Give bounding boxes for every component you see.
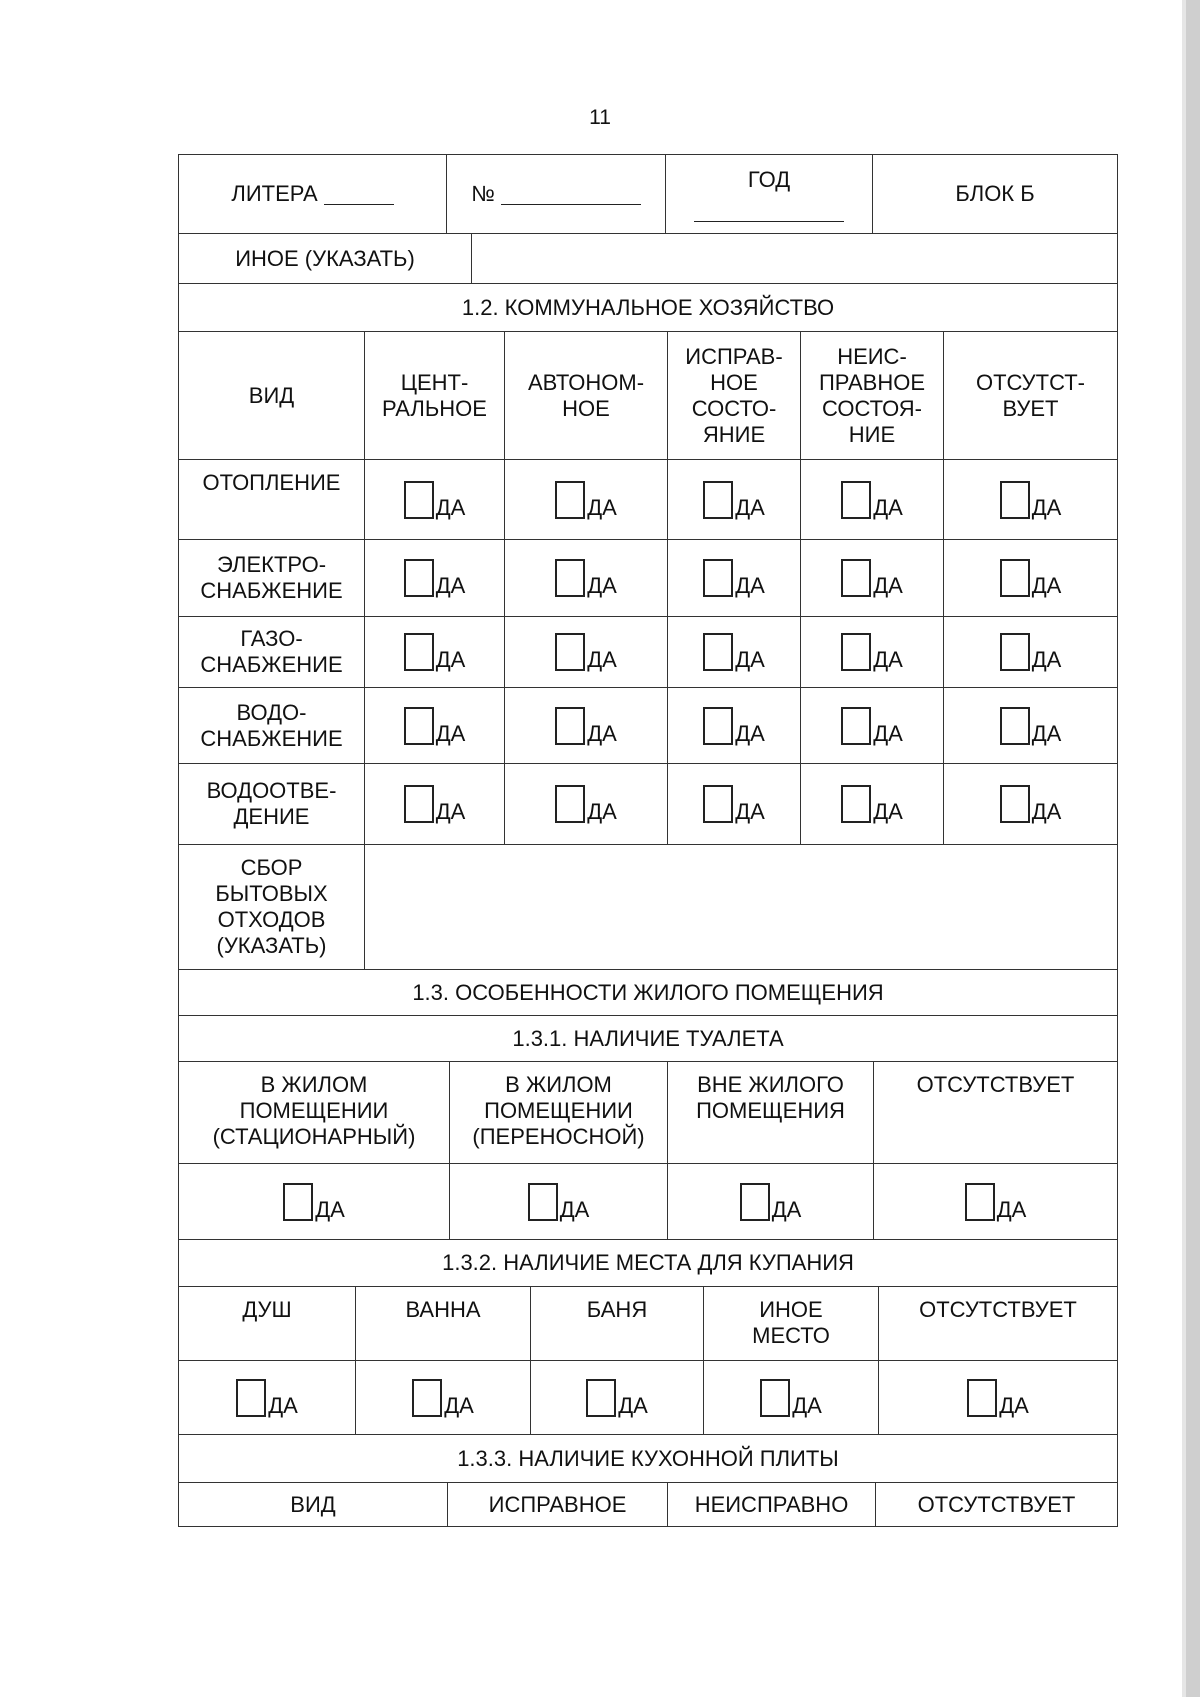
checkbox[interactable] [586, 1379, 616, 1417]
checkbox[interactable] [841, 559, 871, 597]
yes-label: ДА [1031, 573, 1062, 598]
checkbox[interactable] [1000, 633, 1030, 671]
checkbox[interactable] [555, 481, 585, 519]
toilet-col-absent: ОТСУТСТВУЕТ [873, 1062, 1117, 1163]
utility-label: ВОДООТВЕ- ДЕНИЕ [206, 778, 337, 829]
yes-label: ДА [587, 573, 617, 598]
yes-label: ДА [792, 1392, 822, 1418]
checkbox[interactable] [703, 559, 733, 597]
number-label: № [471, 181, 495, 206]
checkbox[interactable] [404, 559, 434, 597]
bathing-col-absent: ОТСУТСТВУЕТ [878, 1287, 1117, 1360]
year-cell [665, 155, 872, 233]
checkbox[interactable] [404, 481, 434, 519]
yes-label: ДА [735, 647, 765, 672]
communal-title-row [179, 283, 1117, 331]
checkbox[interactable] [555, 785, 585, 823]
yes-label: ДА [1031, 799, 1062, 824]
yes-label: ДА [435, 647, 466, 672]
checkbox[interactable] [760, 1379, 790, 1417]
yes-label: ДА [315, 1196, 345, 1222]
yes-label: ДА [587, 799, 617, 824]
toilet-header-row [179, 1061, 1117, 1163]
yes-label: ДА [771, 1196, 802, 1222]
utility-label: ЭЛЕКТРО- СНАБЖЕНИЕ [200, 552, 343, 603]
checkbox[interactable] [555, 559, 585, 597]
checkbox[interactable] [555, 707, 585, 745]
stove-col-type: ВИД [290, 1491, 336, 1517]
checkbox[interactable] [404, 633, 434, 671]
yes-label: ДА [435, 494, 466, 520]
features-title-row [179, 969, 1117, 1015]
header-row [179, 155, 1117, 233]
yes-label: ДА [587, 647, 617, 672]
checkbox[interactable] [283, 1183, 313, 1221]
col-faulty: НЕИС- ПРАВНОЕ СОСТОЯ- НИЕ [800, 332, 943, 459]
checkbox[interactable] [841, 785, 871, 823]
yes-label: ДА [996, 1196, 1027, 1222]
utility-label: ОТОПЛЕНИЕ [202, 470, 341, 495]
communal-header-row [179, 331, 1117, 459]
other-field[interactable] [471, 234, 1117, 283]
other-row [179, 233, 1117, 283]
yes-label: ДА [1031, 494, 1062, 520]
block-label: БЛОК Б [955, 181, 1035, 206]
checkbox[interactable] [841, 481, 871, 519]
col-autonomous: АВТОНОМ- НОЕ [504, 332, 667, 459]
block-cell [872, 155, 1117, 233]
yes-label: ДА [435, 573, 466, 598]
features-title: 1.3. ОСОБЕННОСТИ ЖИЛОГО ПОМЕЩЕНИЯ [412, 979, 884, 1005]
checkbox[interactable] [404, 707, 434, 745]
yes-label: ДА [999, 1392, 1029, 1418]
stove-header-row [179, 1482, 1117, 1526]
yes-label: ДА [444, 1392, 474, 1418]
other-label: ИНОЕ (УКАЗАТЬ) [235, 245, 415, 271]
bathing-title-row [179, 1239, 1117, 1286]
stove-title: 1.3.3. НАЛИЧИЕ КУХОННОЙ ПЛИТЫ [457, 1445, 839, 1471]
toilet-col-portable: В ЖИЛОМ ПОМЕЩЕНИИ (ПЕРЕНОСНОЙ) [449, 1062, 667, 1163]
col-vid: ВИД [248, 382, 295, 408]
page-number: 11 [589, 106, 611, 129]
yes-label: ДА [735, 720, 765, 746]
yes-label: ДА [873, 720, 903, 746]
waste-label: СБОР БЫТОВЫХ ОТХОДОВ (УКАЗАТЬ) [215, 855, 328, 958]
yes-label: ДА [618, 1392, 648, 1418]
utility-row [179, 763, 1117, 844]
checkbox[interactable] [555, 633, 585, 671]
stove-title-row [179, 1434, 1117, 1482]
bathing-title: 1.3.2. НАЛИЧИЕ МЕСТА ДЛЯ КУПАНИЯ [442, 1250, 854, 1275]
checkbox[interactable] [1000, 481, 1030, 519]
toilet-col-outside: ВНЕ ЖИЛОГО ПОМЕЩЕНИЯ [667, 1062, 873, 1163]
number-field[interactable] [501, 184, 641, 205]
checkbox[interactable] [703, 481, 733, 519]
toilet-col-stationary: В ЖИЛОМ ПОМЕЩЕНИИ (СТАЦИОНАРНЫЙ) [212, 1072, 416, 1149]
bathing-col-bath: ВАННА [355, 1287, 530, 1360]
waste-field[interactable] [364, 845, 1117, 969]
yes-label: ДА [587, 720, 617, 746]
checkbox[interactable] [1000, 785, 1030, 823]
year-field[interactable] [694, 201, 844, 222]
col-absent: ОТСУТСТ- ВУЕТ [943, 332, 1117, 459]
col-working: ИСПРАВ- НОЕ СОСТО- ЯНИЕ [667, 332, 800, 459]
toilet-title: 1.3.1. НАЛИЧИЕ ТУАЛЕТА [512, 1025, 784, 1051]
utility-label: ГАЗО- СНАБЖЕНИЕ [200, 626, 343, 677]
yes-label: ДА [435, 799, 466, 824]
communal-title: 1.2. КОММУНАЛЬНОЕ ХОЗЯЙСТВО [461, 294, 835, 320]
stove-col-faulty: НЕИСПРАВНО [667, 1483, 875, 1526]
checkbox[interactable] [1000, 707, 1030, 745]
utility-row [179, 616, 1117, 687]
utility-row [179, 459, 1117, 539]
stove-col-absent: ОТСУТСТВУЕТ [875, 1483, 1117, 1526]
checkbox[interactable] [412, 1379, 442, 1417]
yes-label: ДА [873, 647, 903, 672]
checkbox[interactable] [703, 707, 733, 745]
yes-label: ДА [873, 494, 903, 520]
yes-label: ДА [735, 494, 765, 520]
yes-label: ДА [735, 799, 765, 824]
checkbox[interactable] [703, 633, 733, 671]
litera-label: ЛИТЕРА [231, 181, 318, 206]
checkbox[interactable] [967, 1379, 997, 1417]
yes-label: ДА [1031, 720, 1062, 746]
checkbox[interactable] [841, 707, 871, 745]
checkbox[interactable] [740, 1183, 770, 1221]
utility-row [179, 687, 1117, 763]
checkbox[interactable] [965, 1183, 995, 1221]
yes-label: ДА [1031, 647, 1062, 672]
yes-label: ДА [735, 573, 765, 598]
yes-label: ДА [268, 1392, 298, 1418]
yes-label: ДА [873, 573, 903, 598]
yes-label: ДА [873, 799, 903, 824]
checkbox[interactable] [404, 785, 434, 823]
checkbox[interactable] [703, 785, 733, 823]
bathing-col-banya: БАНЯ [530, 1287, 703, 1360]
checkbox[interactable] [1000, 559, 1030, 597]
yes-label: ДА [559, 1196, 590, 1222]
yes-label: ДА [587, 494, 617, 520]
stove-col-working: ИСПРАВНОЕ [447, 1483, 667, 1526]
bathing-checkbox-row [179, 1360, 1117, 1434]
checkbox[interactable] [841, 633, 871, 671]
waste-row [179, 844, 1117, 969]
survey-form [178, 154, 1118, 1527]
other-label-cell [179, 234, 471, 283]
checkbox[interactable] [528, 1183, 558, 1221]
yes-label: ДА [435, 720, 466, 746]
checkbox[interactable] [236, 1379, 266, 1417]
utility-label: ВОДО- СНАБЖЕНИЕ [200, 699, 343, 751]
toilet-checkbox-row [179, 1163, 1117, 1239]
litera-field[interactable] [324, 184, 394, 205]
utility-row [179, 539, 1117, 616]
litera-cell [179, 155, 446, 233]
page-edge [1186, 0, 1200, 1697]
toilet-title-row [179, 1015, 1117, 1061]
bathing-col-shower: ДУШ [242, 1297, 292, 1322]
bathing-col-other: ИНОЕ МЕСТО [703, 1287, 878, 1360]
number-cell [446, 155, 665, 233]
col-central: ЦЕНТ- РАЛЬНОЕ [364, 332, 504, 459]
year-label: ГОД [747, 167, 791, 192]
bathing-header-row [179, 1286, 1117, 1360]
